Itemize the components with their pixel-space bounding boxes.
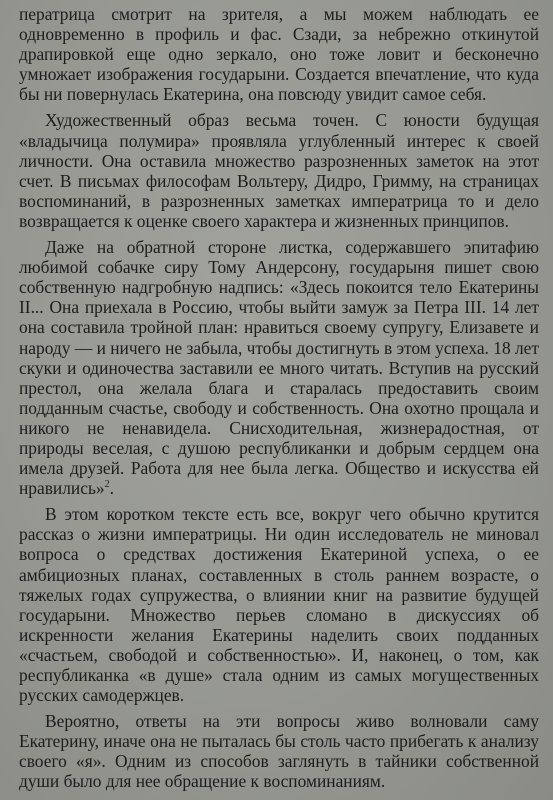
paragraph-1	[19, 4, 539, 104]
paragraph-2	[19, 110, 539, 231]
paragraph-5-text: Вероятно, ответы на эти вопросы живо волновали саму Екатерину, иначе она не пыталась бы столь часто прибегать к анализу своего «я». Одним из способов заглянуть в тайники собственной души было для нее обращение к воспоминаниям.	[19, 711, 539, 792]
paragraph-3-text: Даже на обратной стороне листка, содержавшего эпитафию любимой собачке сиру Тому Андерсону, государыня пишет свою собственную надгробную надпись: «Здесь покоится тело Екатерины II... Она приехала в Россию, чтобы выйти замуж за Петра III. 14 лет она составила тройной план: нравиться своему супругу, Елизавете и народу — и ничего не забыла, чтобы достигнуть в этом успеха. 18 лет скуки и одиночества заставили ее много читать. Вступив на русский престол, она желала блага и старалась предоставить своим подданным счастье, свободу и собственность. Она охотно прощала и никого не ненавидела. Снисходительная, жизнерадостная, от природы веселая, с душою республиканки и добрым сердцем она имела друзей. Работа для нее была легка. Общество и искусства ей нравились»	[19, 237, 539, 499]
paragraph-3	[19, 237, 539, 498]
paragraph-3-tail: .	[109, 478, 114, 499]
paragraph-5	[19, 711, 539, 791]
paragraph-1-text: ператрица смотрит на зрителя, а мы можем наблюдать ее одновременно в профиль и фас. Сзади, за небрежно откинутой драпировкой еще одно зеркало, оно тоже ловит и бесконечно умножает изображения государыни. Создается впечатление, что куда бы ни повернулась Екатерина, она повсюду увидит самое себя.	[19, 4, 539, 105]
paragraph-4-text: В этом коротком тексте есть все, вокруг чего обычно крутится рассказ о жизни императрицы. Ни один исследователь не миновал вопроса о средствах достижения Екатериной успеха, о ее амбициозных планах, составленных в столь раннем возрасте, о тяжелых годах супружества, о влиянии книг на развитие будущей государыни. Множество перьев сломано в дискуссиях об искренности желания Екатерины наделить своих подданных «счастьем, свободой и собственностью». И, наконец, о том, как республиканка «в душе» стала одним из самых могущественных русских самодержцев.	[19, 504, 539, 706]
body-text	[19, 4, 539, 798]
paragraph-2-text: Художественный образ весьма точен. С юности будущая «владычица полумира» проявляла углубленный интерес к своей личности. Она оставила множество разрозненных заметок на этот счет. В письмах философам Вольтеру, Дидро, Гримму, на страницах воспоминаний, в разрозненных заметках императрица то и дело возвращается к оценке своего характера и жизненных принципов.	[19, 110, 539, 231]
paragraph-4	[19, 504, 539, 705]
footnote-reference[interactable]: 2	[104, 479, 110, 491]
